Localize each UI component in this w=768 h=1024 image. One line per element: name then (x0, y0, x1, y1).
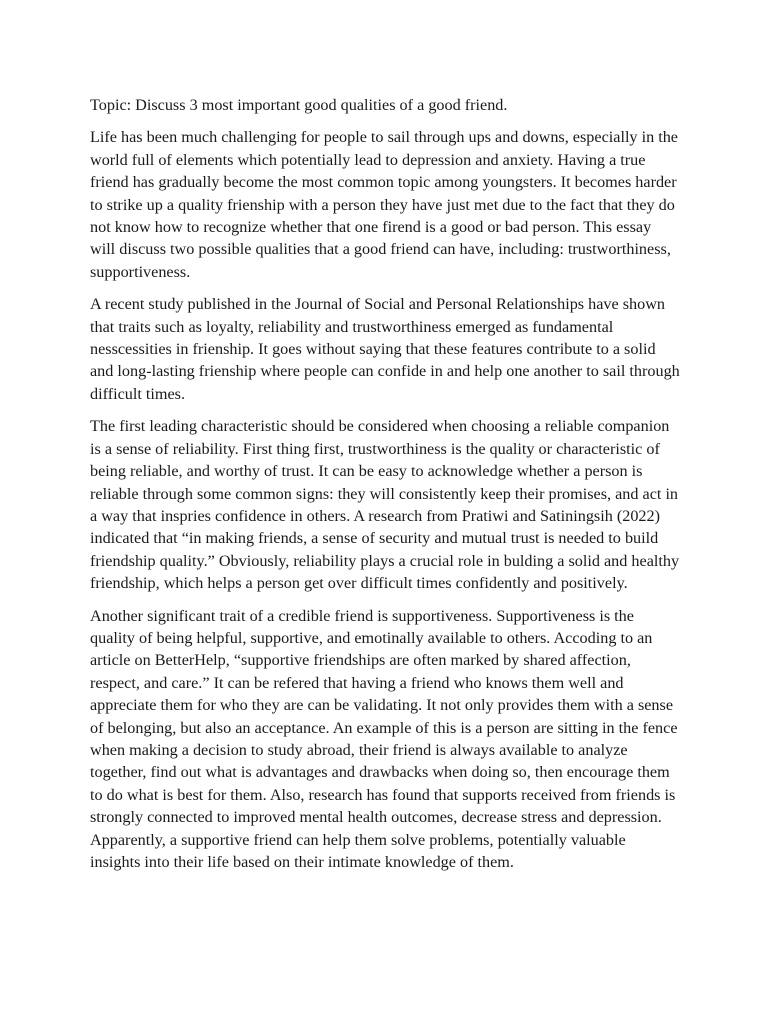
paragraph-reliability: The first leading characteristic should be considered when choosing a reliable companion is a sense of reliability. First thing first, trustworthiness is the quality or characteristic of being reliable, and worthy of trust. It can be easy to acknowledge whether a person is reliable through some common signs: they will consistently keep their promises, and act in a way that inspries confidence in others. A research from Pratiwi and Satiningsih (2022) indicated that “in making friends, a sense of security and mutual trust is needed to build friendship quality.” Obviously, reliability plays a crucial role in bulding a solid and healthy friendship, which helps a person get over difficult times confidently and positively. (90, 417, 680, 593)
paragraph-study-context: A recent study published in the Journal of Social and Personal Relationships have shown that traits such as loyalty, reliability and trustworthiness emerged as fundamental nesscessities in frienship. It goes without saying that these features contribute to a solid and long-lasting frienship where people can confide in and help one another to sail through difficult times. (90, 295, 680, 403)
paragraph-introduction: Life has been much challenging for people to sail through ups and downs, especially in the world full of elements which potentially lead to depression and anxiety. Having a true friend has gradually become the most common topic among youngsters. It becomes harder to strike up a quality frienship with a person they have just met due to the fact that they do not know how to recognize whether that one firend is a good or bad person. This essay will discuss two possible qualities that a good friend can have, including: trustworthiness, supportiveness. (90, 128, 678, 281)
topic-line: Topic: Discuss 3 most important good qualities of a good friend. (90, 96, 508, 114)
paragraph-supportiveness: Another significant trait of a credible friend is supportiveness. Supportiveness is the quality of being helpful, supportive, and emotinally available to others. Accoding to an article on BetterHelp, “supportive friendships are often marked by shared affection, respect, and care.” It can be refered that having a friend who knows them well and appreciate them for who they are can be validating. It not only provides them with a sense of belonging, but also an acceptance. An example of this is a person are sitting in the fence when making a decision to study abroad, their friend is always available to analyze together, find out what is advantages and drawbacks when doing so, then encourage them to do what is best for them. Also, research has found that supports received from friends is strongly connected to improved mental health outcomes, decrease stress and depression. Apparently, a supportive friend can help them solve problems, potentially valuable insights into their life based on their intimate knowledge of them. (90, 606, 678, 871)
document-body (90, 94, 680, 883)
